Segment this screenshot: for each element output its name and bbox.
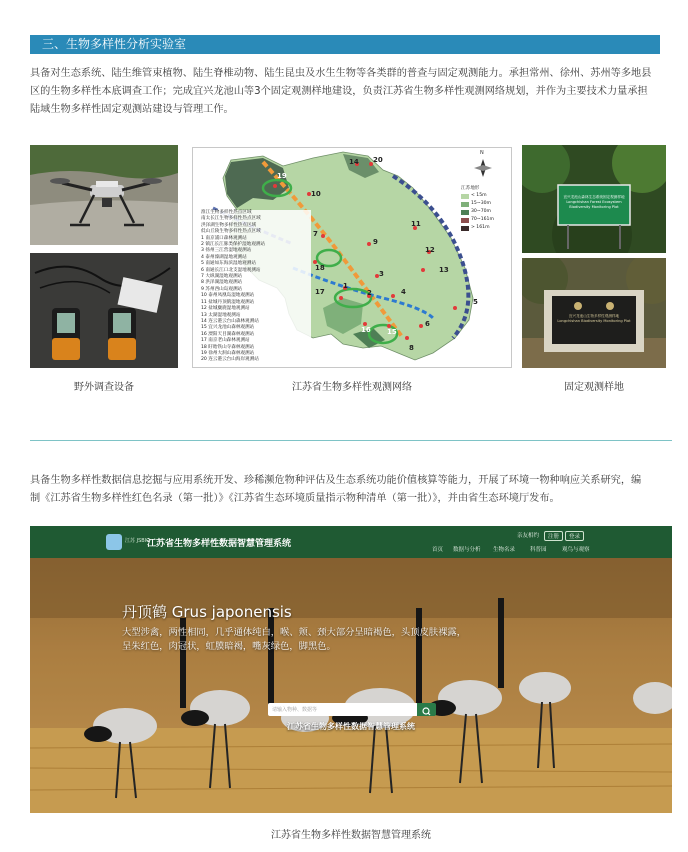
crane-hero-image [30,558,672,813]
station-number: 17 [315,288,325,296]
station-list-item: 8 洪泽湖湿地观测站 [201,280,243,286]
station-list-item: 3 扬州三江营湿地观测站 [201,248,252,254]
station-number: 9 [373,238,378,246]
station-list-item: 20 连云港云台山海岸观测站 [201,357,259,363]
station-number: 4 [401,288,406,296]
elevation-legend-item: 15~30m [471,201,492,206]
network-caption: 江苏省生物多样性观测网络 [292,382,412,393]
station-number: 18 [315,264,325,272]
intro-line: 具备对生态系统、陆生维管束植物、陆生脊椎动物、陆生昆虫及水生生物等各类群的普查与固定观测能力。承担常州、徐州、苏州等多地县 [30,68,652,79]
station-number: 12 [425,246,435,254]
nav-item-science[interactable]: 科普园 [530,547,547,553]
elevation-legend-item: < 15m [471,193,487,198]
station-list-item: 19 徐州大洞山森林观测站 [201,350,255,356]
station-list-item: 10 泰州凤凰岛湿地观测站 [201,293,255,299]
station-number: 3 [379,270,384,278]
station-number: 1 [343,282,348,290]
nav-item-data-analysis[interactable]: 数据与分析 [453,547,481,553]
species-description-line: 大型涉禽，两性相同，几乎通体纯白，喉、颊、颈大部分呈暗褐色，头顶皮肤裸露， [122,627,466,638]
route-legend-item: 洪泽湖生物多样性热点区域 [201,222,257,228]
equipment-caption: 野外调查设备 [74,382,134,393]
monument-line: Longchishan Biodiversity Monitoring Plot [557,319,631,323]
station-number: 16 [361,326,371,334]
search-placeholder: 请输入物种、数据等 [272,707,318,713]
section-title: 三、生物多样性分析实验室 [30,35,660,54]
station-number: 10 [311,190,321,198]
elevation-legend-item: 70~161m [471,217,494,222]
drone-photo [30,145,178,245]
station-list-item: 4 泰州溱湖湿地观测站 [201,254,247,260]
monument-photo [522,258,666,368]
sign-line: Longchishan Forest Ecosystem Biodiversity Monitoring Plot [566,200,622,209]
station-number: 8 [409,344,414,352]
station-list-item: 14 连云港云台山森林观测站 [201,318,259,324]
species-name: 丹顶鹤 Grus japonensis [122,603,292,621]
plots-caption: 固定观测样地 [564,382,624,393]
nav-item-home[interactable]: 首页 [432,547,444,553]
para2-line: 制《江苏省生物多样性红色名录（第一批）》《江苏省生态环境质量指示物种清单（第一批）》，并由省生态环境厅发布。 [30,493,560,504]
elevation-legend-item: > 161m [471,225,490,230]
station-number: 2 [367,289,372,297]
section-divider [30,440,672,441]
station-list-item: 9 苏州西山岛观测站 [201,286,243,292]
station-list-item: 5 南通如东海滨湿地观测站 [201,261,256,267]
station-number: 7 [313,230,318,238]
species-description-line: 呈朱红色，肉冠状，虹膜暗褐，嘴灰绿色，脚黑色。 [122,641,336,652]
elevation-legend-item: 30~70m [471,209,492,214]
data-capability-paragraph [30,472,670,508]
station-list-item: 18 盱眙铁山寺森林观测站 [201,344,255,350]
register-button[interactable]: 注册 [544,531,563,541]
species-description [122,626,552,654]
station-number: 19 [277,172,287,180]
station-list-item: 12 盐城麋鹿湿地观测站 [201,306,250,312]
station-number: 5 [473,298,478,306]
station-list-item: 16 溧阳天目湖森林观测站 [201,331,255,337]
system-title: 江苏省生物多样性数据智慧管理系统 [147,539,292,549]
route-legend-item: 淮江生物多样性热点区域 [201,210,252,215]
hero-system-title: 江苏省生物多样性数据智慧管理系统 [287,722,415,731]
gps-devices-photo [30,253,178,368]
station-list-item: 17 南京老山森林观测站 [201,338,250,344]
search-icon [417,705,436,718]
sign-text [562,195,626,210]
station-list-item: 11 盐城丹顶鹤湿地观测站 [201,299,255,305]
station-number: 14 [349,158,359,166]
login-button[interactable]: 登录 [565,531,584,541]
station-number: 13 [439,266,449,274]
management-system-screenshot [30,526,672,813]
route-legend-item: 低山丘陵生物多样性热点区域 [201,229,261,235]
nav-item-birding[interactable]: 观鸟与观察 [562,547,590,553]
station-number: 15 [387,328,397,336]
monitoring-network-map [192,147,512,368]
search-input[interactable] [268,703,418,716]
station-list-item: 15 宜兴龙池山森林观测站 [201,325,255,331]
station-list-item: 6 南通长江口北支湿地观测站 [201,267,261,273]
sign-line: 宜兴龙池山森林生态系统固定观测样地 [563,195,625,199]
search-button[interactable] [417,703,436,716]
nav-item-species-list[interactable]: 生物名录 [493,547,516,553]
monument-text [552,314,636,324]
station-number: 6 [425,320,430,328]
system-caption: 江苏省生物多样性数据智慧管理系统 [271,830,431,841]
north-label: N [480,150,484,156]
intro-paragraph [30,65,670,119]
station-list-item: 1 南京浦口森林观测站 [201,235,247,241]
system-logo-icon [106,534,122,550]
map-legend [201,210,311,364]
station-number: 11 [411,220,421,228]
monument-line: 宜兴龙池山生物多样性观测样地 [568,314,620,318]
intro-line: 陆域生物多样性固定观测站建设与管理工作。 [30,104,234,115]
top-link-friends[interactable]: 亲友相约 [517,533,540,539]
elevation-legend-title: 江苏地形 [461,186,480,191]
route-legend-item: 南太长江生物多样性热点区域 [201,216,261,222]
station-list-item: 7 大纵湖湿地观测站 [201,274,243,280]
station-list-item: 2 镇江长江豚类保护湿地观测站 [201,242,266,248]
station-list-item: 13 太湖湿地观测站 [201,312,241,318]
intro-line: 区的生物多样性本底调查工作；完成宜兴龙池山等3个固定观测样地建设，负责江苏省生物多样性观测网络规划，并作为主要技术力量承担 [30,86,648,97]
system-logo-text: 江苏 JSBIO [125,538,151,544]
para2-line: 具备生物多样性数据信息挖掘与应用系统开发、珍稀濒危物种评估及生态系统功能价值核算等能力，开展了环境一物种响应关系研究，编 [30,475,642,486]
station-number: 20 [373,156,383,164]
forest-sign-photo [522,145,666,253]
